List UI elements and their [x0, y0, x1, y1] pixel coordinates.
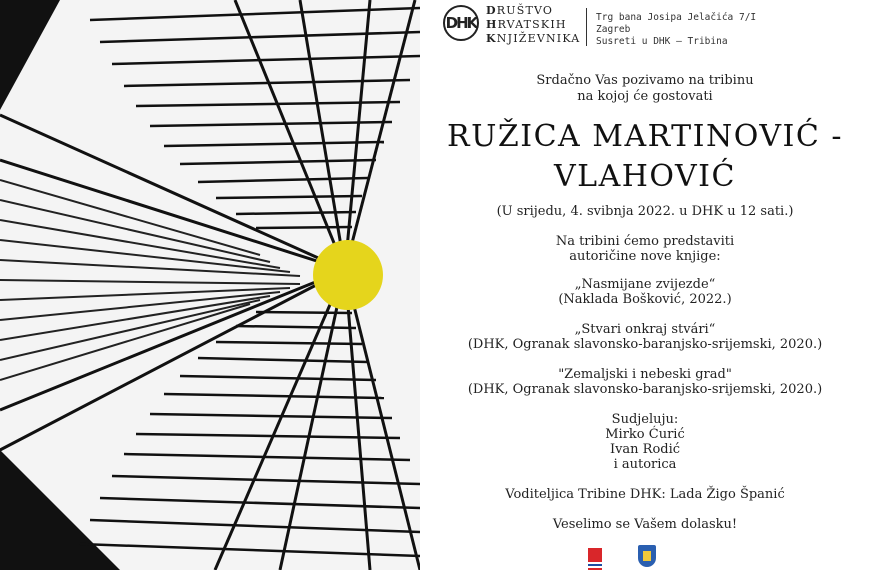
logo-line-2: HRVATSKIH — [486, 18, 567, 31]
address-block — [596, 12, 756, 48]
intro-line-1: Na tribini ćemo predstaviti — [555, 234, 735, 249]
moderator-line: Voditeljica Tribine DHK: Lada Žigo Španić — [505, 487, 785, 502]
croatian-flag-strip — [588, 564, 602, 570]
participant-1: Mirko Ćurić — [605, 427, 685, 442]
book-publisher-1: (Naklada Bošković, 2022.) — [558, 292, 732, 307]
address-city: Zagreb — [596, 24, 631, 35]
header-divider — [586, 8, 587, 46]
participant-2: Ivan Rodić — [609, 442, 681, 457]
book-title-2: „Stvari onkraj stvári“ — [574, 322, 716, 337]
participant-3: i autorica — [613, 457, 677, 472]
address-series: Susreti u DHK – Tribina — [596, 36, 728, 47]
architecture-photo — [0, 0, 420, 570]
book-title-1: „Nasmijane zvijezde“ — [574, 277, 716, 292]
book-publisher-2: (DHK, Ogranak slavonsko-baranjsko-srijemski, 2020.) — [467, 337, 823, 352]
address-street: Trg bana Josipa Jelačića 7/I — [596, 12, 757, 23]
logo-line-3: KNJIŽEVNIKA — [486, 32, 581, 45]
book-title-3: "Zemaljski i nebeski grad" — [558, 367, 732, 382]
dhk-logo-wordmark — [486, 4, 580, 46]
guest-name-line-2: VLAHOVIĆ — [554, 159, 736, 194]
crest-tower-icon — [643, 551, 651, 561]
yellow-circle — [313, 240, 383, 310]
event-date: (U srijedu, 4. svibnja 2022. u DHK u 12 sati.) — [496, 204, 794, 219]
book-publisher-3: (DHK, Ogranak slavonsko-baranjsko-srijemski, 2020.) — [467, 382, 823, 397]
invite-line-2: na kojoj će gostovati — [577, 89, 713, 104]
guest-name-line-1: RUŽICA MARTINOVIĆ - — [447, 119, 843, 154]
ministry-logo — [588, 548, 602, 562]
dhk-logo-mark: DHK — [443, 5, 479, 41]
logo-line-1: DRUŠTVO — [486, 4, 554, 17]
participants-heading: Sudjeluju: — [611, 412, 679, 427]
invite-line-1: Srdačno Vas pozivamo na tribinu — [536, 73, 754, 88]
intro-line-2: autoričine nove knjige: — [569, 249, 721, 264]
closing-line: Veselimo se Vašem dolasku! — [552, 517, 738, 532]
